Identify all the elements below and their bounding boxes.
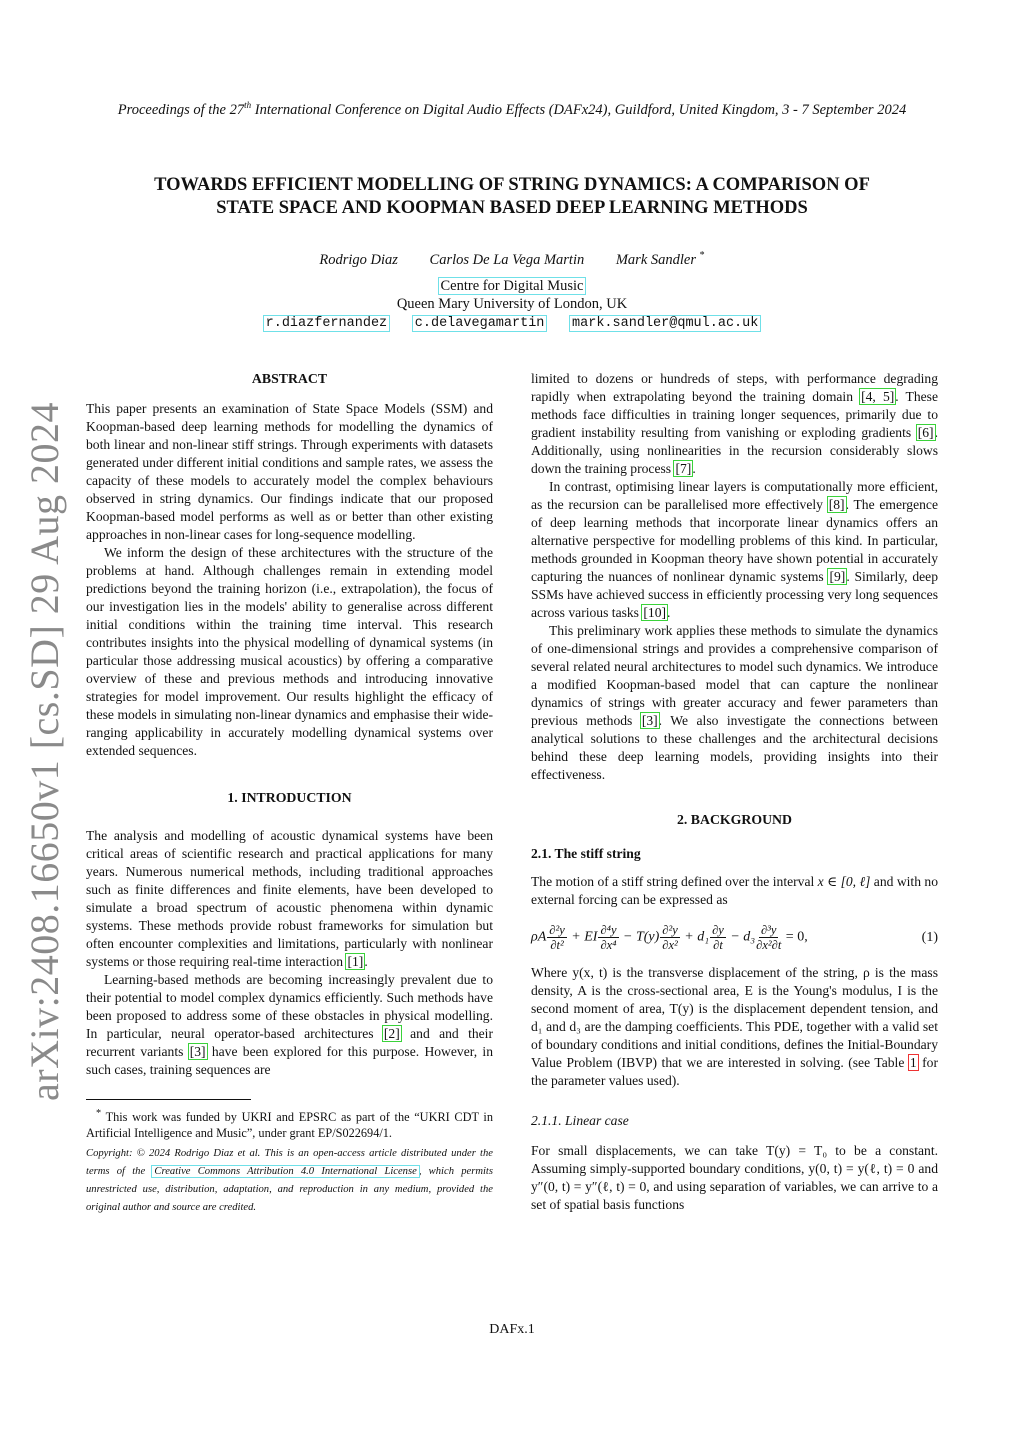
subsection-heading: 2.1. The stiff string bbox=[531, 846, 641, 861]
table-reference-link[interactable]: 1 bbox=[909, 1055, 917, 1070]
abstract-heading: ABSTRACT bbox=[251, 371, 328, 386]
equation-1 bbox=[531, 923, 938, 952]
citation-link[interactable]: [8] bbox=[828, 497, 845, 512]
body-paragraph: limited to dozens or hundreds of steps, with performance degrading rapidly when extrapolating beyond the training domain [4, 5]. These methods face difficulties in training longer sequences, primarily due to gradient instability resulting from vanishing or exploding gradients [6]. Additionally, using nonlinearities in the recursion considerably slows down the training process [7]. bbox=[531, 371, 938, 476]
citation-link[interactable]: [1] bbox=[347, 954, 364, 969]
email-link[interactable]: c.delavegamartin bbox=[414, 316, 545, 331]
copyright-notice: Copyright: © 2024 Rodrigo Diaz et al. This is an open-access article distributed under the terms of the Creative Commons Attribution 4.0 International License , which permits unrestricted use, distribution, adaptation, and reproduction in any medium, provided the original author and source are credited. bbox=[86, 1148, 493, 1214]
author-list bbox=[0, 250, 1024, 269]
arxiv-identifier: arXiv:2408.16650v1 [cs.SD] 29 Aug 2024 bbox=[21, 401, 67, 1101]
conference-header: Proceedings of the 27th International Conference on Digital Audio Effects (DAFx24), Guildford, United Kingdom, 3 - 7 September 2024 bbox=[117, 100, 907, 118]
affiliation: Centre for Digital Music Queen Mary University of London, UK r.diazfernandez c.delavegamartin mark.sandler@qmul.ac.uk bbox=[265, 278, 759, 331]
citation-link[interactable]: [3] bbox=[189, 1044, 206, 1059]
citation-link[interactable]: [9] bbox=[829, 569, 846, 584]
funding-footnote: * This work was funded by UKRI and EPSRC as part of the “UKRI CDT in Artificial Intelligence and Music”, under grant EP/S022694/1. bbox=[86, 1108, 493, 1141]
body-paragraph: The motion of a stiff string defined over the interval x ∈ [0, ℓ] and with no external forcing can be expressed as bbox=[531, 874, 938, 907]
citation-link[interactable]: [2] bbox=[383, 1026, 400, 1041]
subsubsection-heading: 2.1.1. Linear case bbox=[531, 1113, 629, 1128]
equation-body: ρA $\frac{\text{∂²y}}{\text{∂t²}}$ + EI $\frac{\text{∂⁴y}}{\text{∂x⁴}}$ − T(y) $\frac{\text{∂²y}}{\text{∂x²}}$ + d₁ $\frac{\partial y}{\partial t}$ − d₃ $\frac{\text{∂³y}}{\text{∂x²∂t}}$ = 0, bbox=[531, 923, 808, 952]
abstract-paragraph: This paper presents an examination of State Space Models (SSM) and Koopman-based deep learning methods for modelling the dynamics of both linear and non-linear stiff strings. Through experiments with datasets generated under different initial conditions and sample rates, we assess the capacity of these models to accurately model the complex behaviours observed in string dynamics. Our findings indicate that our proposed Koopman-based model performs as well as or better than other existing approaches in non-linear cases for long-sequence modelling. bbox=[86, 401, 493, 542]
citation-link[interactable]: [3] bbox=[641, 713, 658, 728]
body-paragraph: This preliminary work applies these methods to simulate the dynamics of one-dimensional strings and provides a comprehensive comparison of several related neural architectures to model such dynamics. We introduce a modified Koopman-based model that can capture the nonlinear dynamics of strings with greater accuracy and fewer parameters than previous methods [3]. We also investigate the connections between analytical solutions to these challenges and the architectural decisions behind these deep learning models, providing insights into their effectiveness. bbox=[531, 623, 938, 782]
footnote-rule bbox=[86, 1099, 251, 1100]
author: Carlos De La Vega Martin bbox=[429, 251, 585, 268]
body-paragraph: For small displacements, we can take T(y) = T₀ to be a constant. Assuming simply-supported boundary conditions, y(0, t) = y(ℓ, t) = 0 and y″(0, t) = y″(ℓ, t) = 0, and using separation of variables, we can arrive to a set of spatial basis functions bbox=[531, 1143, 938, 1212]
license-link[interactable]: Creative Commons Attribution 4.0 International License bbox=[154, 1166, 417, 1178]
equation-number: (1) bbox=[921, 929, 938, 945]
left-column bbox=[86, 370, 493, 1217]
body-paragraph: Where y(x, t) is the transverse displacement of the string, ρ is the mass density, A is the cross-sectional area, E is the Young's modulus, I is the second moment of area, T(y) is the displacement dependent tension, and d₁ and d₃ are the damping coefficients. This PDE, together with a valid set of boundary conditions and initial conditions, defines the Initial-Boundary Value Problem (IBVP) that we are interested in solving. (see Table 1 for the parameter values used). bbox=[531, 965, 939, 1088]
email-link[interactable]: mark.sandler@qmul.ac.uk bbox=[572, 316, 759, 331]
email-link[interactable]: r.diazfernandez bbox=[265, 316, 388, 331]
citation-link[interactable]: [4, 5] bbox=[861, 389, 895, 404]
author: Rodrigo Diaz bbox=[319, 251, 398, 268]
center-link[interactable]: Centre for Digital Music bbox=[440, 278, 584, 294]
paper-title: TOWARDS EFFICIENT MODELLING OF STRING DYNAMICS: A COMPARISON OF STATE SPACE AND KOOPMAN BASED DEEP LEARNING METHODS bbox=[154, 175, 870, 218]
abstract-paragraph: We inform the design of these architectures with the structure of the problems at hand. Although challenges remain in extending model predictions beyond the training horizon (i.e., extrapolation), the focus of our investigation lies in the models' ability to generalise across different initial conditions within the training time interval. This research contributes insights into the physical modelling of dynamical systems (in particular those addressing musical acoustics) by offering a comparative overview of these and previous methods and introducing innovative strategies for model improvement. Our results highlight the efficacy of these models in simulating non-linear dynamics and emphasise their wide-ranging applicability in accurately modelling dynamical systems over extended sequences. bbox=[86, 545, 493, 758]
right-column bbox=[531, 370, 938, 1214]
body-paragraph: In contrast, optimising linear layers is computationally more efficient, as the recursion can be parallelised more effectively [8]. The emergence of deep learning methods that incorporate linear dynamics offers an alternative perspective for modelling problems of this kind. In particular, methods grounded in Koopman theory have shown potential in accurately capturing the nuances of nonlinear dynamic systems [9]. Similarly, deep SSMs have achieved success in efficiently processing very long sequences across various tasks [10]. bbox=[531, 479, 938, 620]
author: Mark Sandler * bbox=[615, 250, 705, 268]
citation-link[interactable]: [6] bbox=[917, 425, 934, 440]
citation-link[interactable]: [10] bbox=[643, 605, 667, 620]
page-number: DAFx.1 bbox=[489, 1322, 535, 1337]
background-heading: 2. BACKGROUND bbox=[677, 812, 792, 827]
citation-link[interactable]: [7] bbox=[675, 461, 692, 476]
introduction-heading: 1. INTRODUCTION bbox=[227, 790, 352, 805]
intro-paragraph: Learning-based methods are becoming increasingly prevalent due to their potential to model complex dynamics efficiently. Such methods have been proposed to address some of these obstacles in physical modelling. In particular, neural operator-based architectures [2] and and their recurrent variants [3] have been explored for this purpose. However, in such cases, training sequences are bbox=[86, 972, 493, 1077]
intro-paragraph: The analysis and modelling of acoustic dynamical systems have been critical areas of scientific research and practical applications for many years. Numerous numerical methods, including traditional approaches such as finite differences and finite elements, have been developed to simulate a broad spectrum of acoustic phenomena within dynamic systems. These methods provide robust frameworks for simulation but often encounter complexities and limitations, particularly with nonlinear systems or those requiring real-time interaction [1]. bbox=[86, 828, 493, 969]
